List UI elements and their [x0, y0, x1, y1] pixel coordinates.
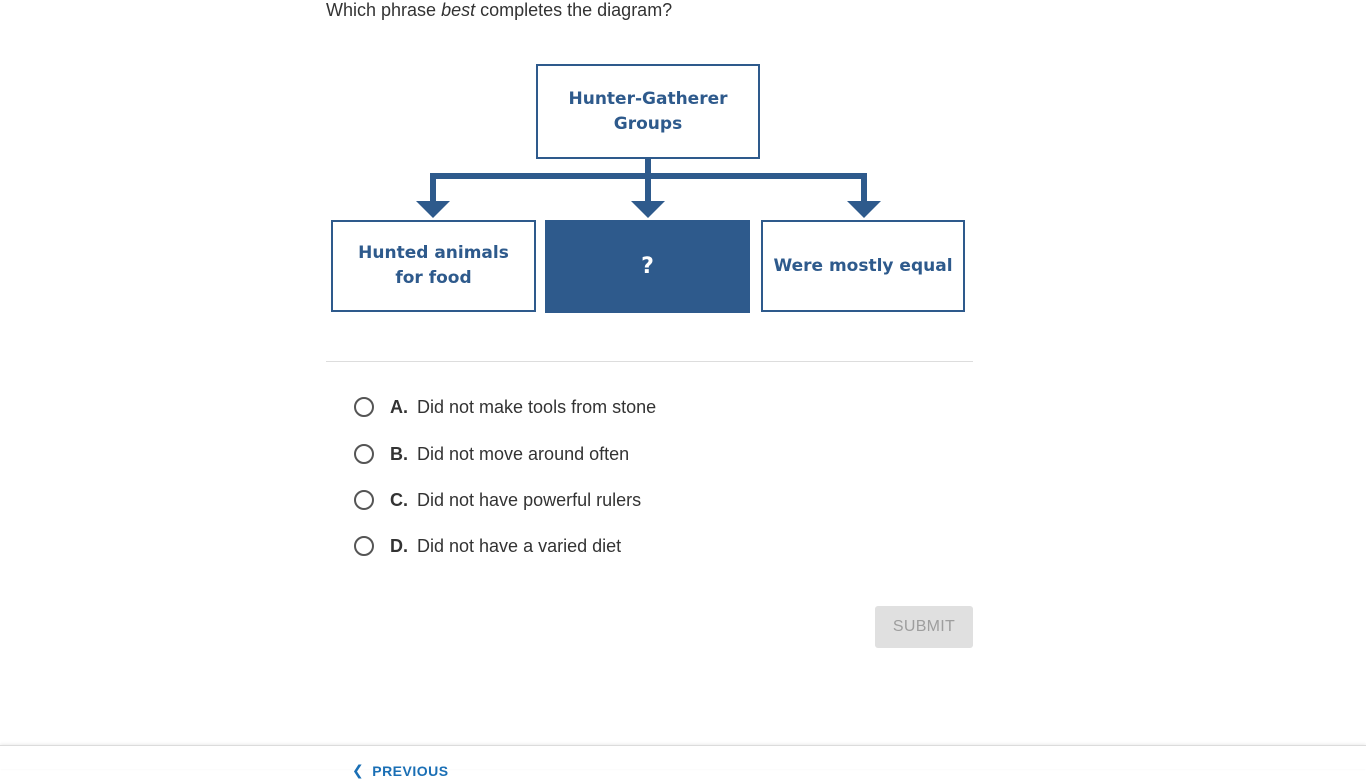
- question-prompt: [326, 0, 672, 22]
- footer-nav: [0, 745, 1366, 779]
- previous-label: PREVIOUS: [372, 762, 449, 779]
- diagram-missing-label: ?: [641, 254, 654, 279]
- choice-text: Did not make tools from stone: [417, 396, 657, 417]
- diagram-box-left: [331, 220, 536, 312]
- diagram-box-missing: [545, 220, 750, 313]
- question-suffix: completes the diagram?: [475, 0, 673, 20]
- choice-c[interactable]: [354, 486, 641, 514]
- arrowhead-middle: [631, 201, 665, 218]
- radio-button-icon[interactable]: [354, 490, 374, 510]
- diagram-box-right: [761, 220, 965, 312]
- choice-text: Did not have a varied diet: [417, 535, 622, 556]
- connector-right: [861, 173, 867, 203]
- radio-button-icon[interactable]: [354, 536, 374, 556]
- chevron-left-icon: ❮: [352, 762, 365, 778]
- arrowhead-left: [416, 201, 450, 218]
- choice-d[interactable]: [354, 532, 621, 560]
- choice-a[interactable]: [354, 393, 656, 421]
- diagram-box-top: [536, 64, 760, 159]
- divider: [326, 361, 973, 362]
- radio-button-icon[interactable]: [354, 444, 374, 464]
- concept-diagram: [326, 58, 972, 320]
- choice-b[interactable]: [354, 440, 629, 468]
- choice-letter: A.: [390, 396, 408, 417]
- diagram-left-label: Hunted animals for food: [358, 243, 509, 288]
- choice-text: Did not have powerful rulers: [417, 489, 642, 510]
- previous-button[interactable]: [352, 762, 449, 779]
- connector-middle: [645, 173, 651, 203]
- connector-left: [430, 173, 436, 203]
- choice-text: Did not move around often: [417, 443, 630, 464]
- choice-letter: B.: [390, 443, 408, 464]
- diagram-top-label: Hunter-Gatherer Groups: [568, 88, 728, 134]
- arrowhead-right: [847, 201, 881, 218]
- diagram-right-label: Were mostly equal: [773, 255, 953, 276]
- question-prefix: Which phrase: [326, 0, 442, 20]
- question-emphasis: best: [441, 0, 476, 20]
- choice-letter: D.: [390, 535, 408, 556]
- submit-button[interactable]: SUBMIT: [875, 606, 973, 648]
- radio-button-icon[interactable]: [354, 397, 374, 417]
- choice-letter: C.: [390, 489, 408, 510]
